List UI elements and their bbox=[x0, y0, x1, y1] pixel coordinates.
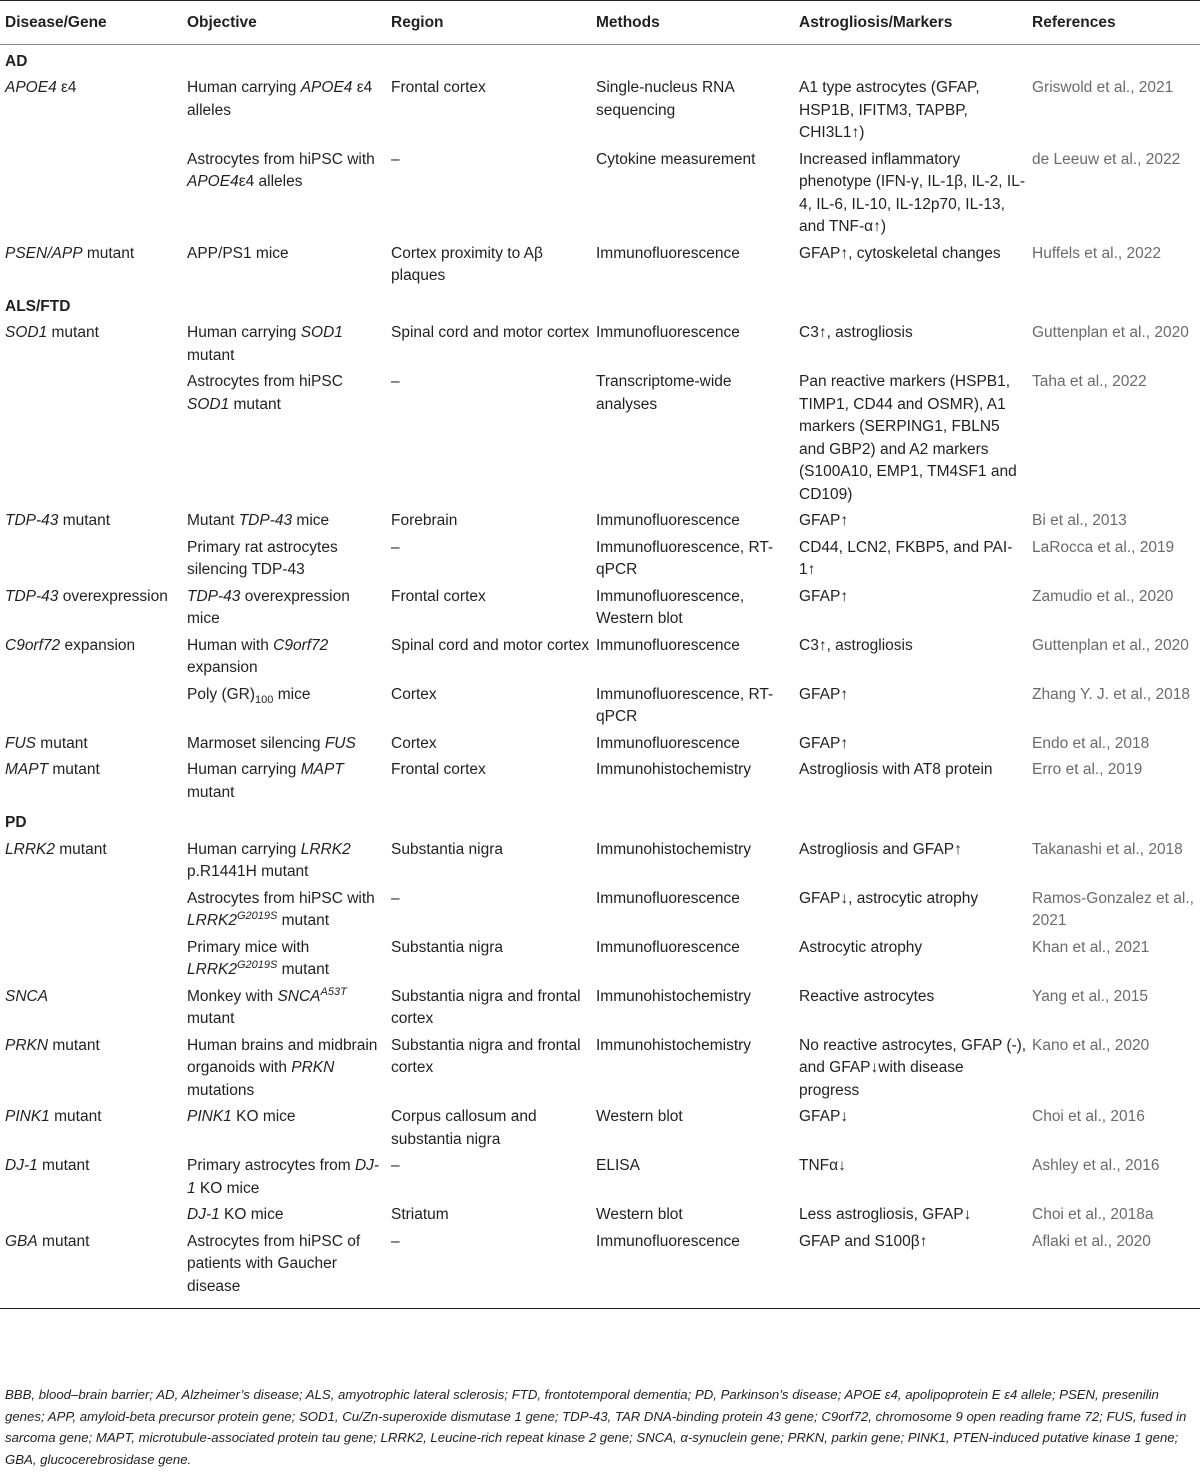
cell-markers: C3↑, astrogliosis bbox=[799, 324, 913, 341]
cell-disease-gene: APOE4 ε4 bbox=[5, 79, 77, 96]
cell-disease-gene bbox=[0, 935, 182, 984]
group-label: ALS/FTD bbox=[5, 297, 71, 315]
table-row bbox=[0, 1202, 1200, 1229]
cell-reference: Aflaki et al., 2020 bbox=[1027, 1229, 1200, 1309]
cell-methods: Transcriptome-wide analyses bbox=[596, 373, 732, 413]
cell-disease-gene: PRKN mutant bbox=[5, 1036, 100, 1054]
cell-region: Forebrain bbox=[391, 512, 458, 529]
cell-methods: Immunohistochemistry bbox=[596, 840, 752, 858]
cell-objective: Human brains and midbrain organoids with PRKN mutations bbox=[187, 1036, 378, 1099]
cell-disease-gene: FUS mutant bbox=[5, 734, 88, 752]
group-label: PD bbox=[5, 814, 27, 831]
table-row bbox=[0, 984, 1200, 1033]
cell-region: Substantia nigra and frontal cortex bbox=[391, 1036, 581, 1076]
table-footnote: BBB, blood–brain barrier; AD, Alzheimer’s disease; ALS, amyotrophic lateral sclerosis; FTD, frontotemporal dementia; PD, Parkinson’s disease; APOE ε4, apolipoprotein E ε4 allele; PSEN, presenilin genes; APP, amyloid-beta precursor protein gene; SOD1, Cu/Zn-superoxide dismutase 1 gene; TDP-43, TAR DNA-binding protein 43 gene; C9orf72, chromosome 9 open reading frame 72; FUS, fused in sarcoma gene; MAPT, microtubule-associated protein tau gene; LRRK2, Leucine-rich repeat kinase 2 gene; SNCA, α-synuclein gene; PRKN, parkin gene; PINK1, PTEN-induced putative kinase 1 gene; GBA, glucocerebrosidase gene. bbox=[5, 1387, 1187, 1467]
cell-objective: DJ-1 KO mice bbox=[187, 1206, 284, 1223]
cell-markers: Astrogliosis and GFAP↑ bbox=[799, 840, 962, 858]
cell-reference: Ramos-Gonzalez et al., 2021 bbox=[1032, 889, 1194, 929]
cell-region: – bbox=[391, 1157, 400, 1174]
group-label: AD bbox=[5, 52, 28, 70]
table-row bbox=[0, 682, 1200, 731]
cell-methods: Western blot bbox=[596, 1108, 683, 1125]
header-markers: Astrogliosis/Markers bbox=[794, 1, 1027, 45]
header-region: Region bbox=[386, 1, 591, 45]
cell-reference: Zamudio et al., 2020 bbox=[1032, 587, 1174, 605]
table-row bbox=[0, 535, 1200, 584]
cell-disease-gene: LRRK2 mutant bbox=[5, 840, 107, 858]
cell-methods: Immunofluorescence bbox=[596, 244, 740, 262]
cell-reference: Endo et al., 2018 bbox=[1032, 734, 1150, 752]
table-body bbox=[0, 44, 1200, 1309]
cell-markers: C3↑, astrogliosis bbox=[799, 636, 913, 654]
cell-region: Substantia nigra and frontal cortex bbox=[391, 987, 581, 1027]
cell-objective: Human carrying LRRK2 p.R1441H mutant bbox=[187, 840, 351, 880]
cell-markers: No reactive astrocytes, GFAP (-), and GFAP↓with disease progress bbox=[799, 1036, 1027, 1099]
cell-methods: Immunofluorescence bbox=[596, 512, 740, 529]
cell-reference: Choi et al., 2016 bbox=[1032, 1108, 1145, 1125]
cell-markers: GFAP↑ bbox=[799, 587, 849, 605]
cell-objective: Monkey with $SNCA^{A53T}$ mutant bbox=[187, 985, 347, 1027]
cell-region: Substantia nigra bbox=[391, 840, 504, 858]
cell-reference: Guttenplan et al., 2020 bbox=[1032, 636, 1189, 654]
cell-objective: PINK1 KO mice bbox=[187, 1108, 296, 1125]
table-row bbox=[0, 837, 1200, 886]
cell-reference: Griswold et al., 2021 bbox=[1032, 79, 1174, 96]
cell-methods: Immunohistochemistry bbox=[596, 761, 752, 778]
cell-region: – bbox=[386, 1229, 591, 1309]
table-row bbox=[0, 1229, 1200, 1309]
cell-objective: TDP-43 overexpression mice bbox=[187, 587, 350, 627]
cell-disease-gene bbox=[0, 369, 182, 508]
cell-markers: Astrogliosis with AT8 protein bbox=[799, 761, 993, 778]
cell-region: Substantia nigra bbox=[391, 938, 504, 956]
cell-objective: Primary astrocytes from DJ-1 KO mice bbox=[187, 1157, 380, 1197]
cell-region: – bbox=[391, 538, 400, 556]
cell-reference: Kano et al., 2020 bbox=[1032, 1036, 1150, 1054]
table-row bbox=[0, 320, 1200, 369]
table-row bbox=[0, 584, 1200, 633]
cell-objective: Astrocytes from hiPSC SOD1 mutant bbox=[187, 373, 343, 413]
cell-methods: Immunofluorescence bbox=[596, 324, 740, 341]
cell-disease-gene bbox=[0, 147, 182, 241]
table-row bbox=[0, 757, 1200, 806]
group-row bbox=[0, 806, 1200, 837]
cell-markers: Less astrogliosis, GFAP↓ bbox=[799, 1206, 972, 1223]
cell-disease-gene: TDP-43 overexpression bbox=[5, 587, 168, 605]
cell-methods: Immunohistochemistry bbox=[596, 1036, 752, 1054]
cell-markers: Pan reactive markers (HSPB1, TIMP1, CD44 and OSMR), A1 markers (SERPING1, FBLN5 and GBP2) and A2 markers (S100A10, EMP1, TM4SF1 and CD109) bbox=[799, 373, 1017, 503]
cell-reference: Zhang Y. J. et al., 2018 bbox=[1032, 685, 1190, 703]
cell-methods: Western blot bbox=[596, 1206, 683, 1223]
cell-objective: Primary rat astrocytes silencing TDP-43 bbox=[187, 538, 338, 578]
cell-disease-gene bbox=[0, 682, 182, 731]
cell-reference: Khan et al., 2021 bbox=[1032, 938, 1150, 956]
cell-reference: Taha et al., 2022 bbox=[1032, 373, 1147, 390]
cell-reference: Ashley et al., 2016 bbox=[1032, 1157, 1160, 1174]
table-row bbox=[0, 369, 1200, 508]
cell-markers: GFAP↑ bbox=[799, 734, 849, 752]
table-row bbox=[0, 633, 1200, 682]
cell-reference: Takanashi et al., 2018 bbox=[1032, 840, 1183, 858]
table-row bbox=[0, 886, 1200, 935]
cell-objective: Human with C9orf72 expansion bbox=[187, 636, 329, 676]
cell-reference: Huffels et al., 2022 bbox=[1032, 244, 1161, 262]
cell-methods: Immunofluorescence, RT-qPCR bbox=[596, 685, 774, 725]
cell-methods: Immunofluorescence bbox=[596, 734, 740, 752]
cell-region: – bbox=[391, 889, 400, 907]
cell-methods: Immunofluorescence bbox=[596, 636, 740, 654]
cell-objective: Poly $(GR)_{100}$ mice bbox=[187, 685, 311, 706]
cell-markers: GFAP and S100β↑ bbox=[794, 1229, 1027, 1309]
cell-methods: Immunofluorescence, Western blot bbox=[596, 587, 745, 627]
cell-objective: APP/PS1 mice bbox=[187, 244, 289, 262]
cell-region: – bbox=[391, 150, 400, 168]
cell-methods: Cytokine measurement bbox=[596, 150, 756, 168]
table-row bbox=[0, 935, 1200, 984]
cell-markers: GFAP↓ bbox=[799, 1108, 849, 1125]
cell-reference: Yang et al., 2015 bbox=[1032, 987, 1149, 1005]
cell-markers: Astrocytic atrophy bbox=[799, 938, 923, 956]
cell-region: Frontal cortex bbox=[391, 587, 486, 605]
cell-region: – bbox=[391, 373, 400, 390]
cell-disease-gene: C9orf72 expansion bbox=[5, 636, 136, 654]
cell-objective: Human carrying SOD1 mutant bbox=[187, 324, 343, 364]
table-row bbox=[0, 147, 1200, 241]
cell-region: Cortex proximity to Aβ plaques bbox=[391, 244, 543, 284]
cell-methods: Immunohistochemistry bbox=[596, 987, 752, 1005]
cell-disease-gene bbox=[0, 1202, 182, 1229]
cell-markers: TNFα↓ bbox=[799, 1157, 846, 1174]
cell-markers: GFAP↑ bbox=[799, 512, 849, 529]
cell-methods: Immunofluorescence bbox=[596, 889, 740, 907]
cell-region: Spinal cord and motor cortex bbox=[391, 324, 590, 341]
cell-objective: Primary mice with $LRRK2^{G2019S}$ mutant bbox=[187, 938, 330, 978]
table-row bbox=[0, 731, 1200, 758]
cell-region: Cortex bbox=[391, 685, 437, 703]
cell-region: Frontal cortex bbox=[391, 79, 486, 96]
cell-methods: Single-nucleus RNA sequencing bbox=[596, 79, 734, 119]
table-row bbox=[0, 75, 1200, 147]
cell-region: Striatum bbox=[391, 1206, 449, 1223]
cell-reference: de Leeuw et al., 2022 bbox=[1032, 150, 1181, 168]
cell-region: Cortex bbox=[391, 734, 437, 752]
cell-disease-gene: SNCA bbox=[5, 987, 49, 1005]
cell-objective: Mutant TDP-43 mice bbox=[187, 512, 330, 529]
cell-methods: ELISA bbox=[596, 1157, 640, 1174]
cell-markers: GFAP↑, cytoskeletal changes bbox=[799, 244, 1001, 262]
cell-objective: Astrocytes from hiPSC with APOE4ε4 alleles bbox=[187, 150, 375, 190]
header-methods: Methods bbox=[591, 1, 794, 45]
cell-markers: GFAP↑ bbox=[799, 685, 849, 703]
table-row bbox=[0, 1033, 1200, 1105]
cell-methods: Immunofluorescence bbox=[591, 1229, 794, 1309]
cell-disease-gene: PSEN/APP mutant bbox=[5, 244, 135, 262]
cell-disease-gene: DJ-1 mutant bbox=[5, 1157, 90, 1174]
table-row bbox=[0, 508, 1200, 535]
group-row bbox=[0, 44, 1200, 75]
cell-markers: Increased inflammatory phenotype (IFN-γ, IL-1β, IL-2, IL-4, IL-6, IL-10, IL-12p70, IL-13, and TNF-α↑) bbox=[799, 150, 1026, 235]
cell-disease-gene: MAPT mutant bbox=[5, 761, 100, 778]
group-row bbox=[0, 290, 1200, 321]
header-objective: Objective bbox=[182, 1, 386, 45]
cell-methods: Immunofluorescence bbox=[596, 938, 740, 956]
cell-reference: Choi et al., 2018a bbox=[1032, 1206, 1154, 1223]
header-disease-gene: Disease/Gene bbox=[0, 1, 182, 45]
cell-markers: CD44, LCN2, FKBP5, and PAI-1↑ bbox=[799, 538, 1013, 578]
cell-reference: Erro et al., 2019 bbox=[1032, 761, 1143, 778]
cell-markers: GFAP↓, astrocytic atrophy bbox=[799, 889, 979, 907]
cell-markers: A1 type astrocytes (GFAP, HSP1B, IFITM3, TAPBP, CHI3L1↑) bbox=[799, 79, 980, 141]
cell-disease-gene bbox=[0, 886, 182, 935]
cell-objective: Astrocytes from hiPSC of patients with Gaucher disease bbox=[182, 1229, 386, 1309]
table-header bbox=[0, 1, 1200, 45]
cell-methods: Immunofluorescence, RT-qPCR bbox=[596, 538, 774, 578]
cell-region: Spinal cord and motor cortex bbox=[391, 636, 590, 654]
cell-objective: Human carrying APOE4 ε4 alleles bbox=[187, 79, 373, 119]
header-references: References bbox=[1027, 1, 1200, 45]
cell-disease-gene bbox=[0, 535, 182, 584]
table-row bbox=[0, 1104, 1200, 1153]
table-row bbox=[0, 241, 1200, 290]
cell-objective: Marmoset silencing FUS bbox=[187, 734, 356, 752]
cell-reference: Guttenplan et al., 2020 bbox=[1032, 324, 1189, 341]
cell-objective: Human carrying MAPT mutant bbox=[187, 761, 344, 801]
cell-disease-gene: PINK1 mutant bbox=[5, 1108, 102, 1125]
cell-disease-gene: GBA mutant bbox=[0, 1229, 182, 1309]
cell-reference: LaRocca et al., 2019 bbox=[1032, 538, 1175, 556]
cell-region: Frontal cortex bbox=[391, 761, 486, 778]
cell-region: Corpus callosum and substantia nigra bbox=[391, 1108, 537, 1148]
cell-disease-gene: SOD1 mutant bbox=[5, 324, 99, 341]
table-row bbox=[0, 1153, 1200, 1202]
cell-markers: Reactive astrocytes bbox=[799, 987, 935, 1005]
cell-disease-gene: TDP-43 mutant bbox=[5, 512, 111, 529]
cell-objective: Astrocytes from hiPSC with $LRRK2^{G2019S}$ mutant bbox=[187, 889, 375, 929]
cell-reference: Bi et al., 2013 bbox=[1032, 512, 1127, 529]
